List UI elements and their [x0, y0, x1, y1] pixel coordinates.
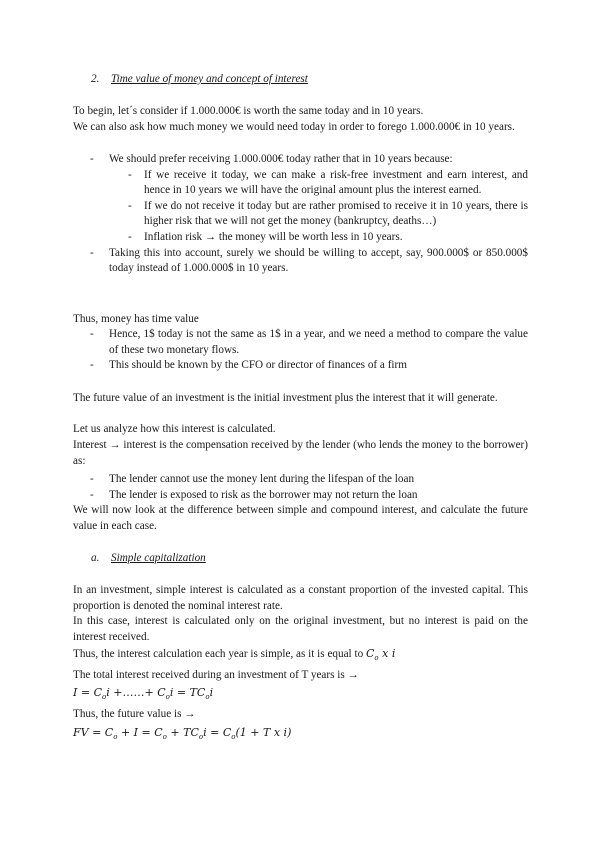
section-title: Simple capitalization — [111, 552, 206, 564]
section-a-heading — [91, 551, 546, 567]
analyze-paragraph: Let us analyze how this interest is calculated. — [73, 423, 276, 435]
compare-paragraph: We will now look at the difference between simple and compound interest, and calculate the future value in each case. — [73, 504, 528, 532]
future-value-paragraph: The future value of an investment is the initial investment plus the interest that it will generate. — [73, 392, 498, 404]
list-item: - The lender is exposed to risk as the borrower may not return the loan — [90, 488, 418, 501]
yearly-interest-formula: $C_o$ x i — [365, 647, 396, 662]
section-title: Time value of money and concept of interest — [111, 73, 308, 85]
time-value-list — [73, 327, 528, 374]
section-2-heading — [91, 72, 546, 88]
list-item: - This should be known by the CFO or director of finances of a firm — [90, 359, 407, 372]
simple-interest-paragraph-3: Thus, the interest calculation each year is simple, as it is equal to $C_o$ x i — [73, 647, 396, 662]
total-interest-paragraph: The total interest received during an investment of T years is → — [73, 669, 359, 681]
intro-paragraph-1: To begin, let´s consider if 1.000.000€ is worth the same today and in 10 years. — [73, 105, 424, 117]
total-interest-formula: $I = C_oi$ +……+ $C_oi = TC_oi$ — [73, 686, 214, 701]
simple-interest-paragraph-2: In this case, interest is calculated only on the original investment, but no interest is paid on the interest received. — [73, 615, 528, 643]
list-item: - The lender cannot use the money lent during the lifespan of the loan — [90, 473, 415, 485]
list-item: - Inflation risk → the money will be worth less in 10 years. — [128, 230, 403, 243]
interest-definition: Interest → interest is the compensation received by the lender (who lends the money to the borrower) as: — [73, 439, 528, 467]
intro-paragraph-2: We can also ask how much money we would need today in order to forego 1.000.000€ in 10 years. — [73, 121, 515, 133]
lender-list — [73, 472, 528, 503]
list-item: - If we do not receive it today but are rather promised to receive it in 10 years, there is higher risk that we will not get the money (bankruptcy, deaths…) — [128, 199, 528, 228]
section-letter: a. — [91, 552, 100, 564]
list-item: - Taking this into account, surely we should be willing to accept, say, 900.000$ or 850.000$ today instead of 1.000.000$ in 10 years. — [90, 246, 528, 275]
list-item: - If we receive it today, we can make a risk-free investment and earn interest, and hence in 10 years we will have the original amount plus the interest earned. — [128, 168, 528, 197]
list-item: - Hence, 1$ today is not the same as 1$ in a year, and we need a method to compare the value of these two monetary flows. — [90, 328, 528, 356]
time-value-paragraph: Thus, money has time value — [73, 313, 199, 325]
future-value-formula: FV = $C_o + I = C_o + TC_oi = C_o(1 + T$ x i) — [73, 726, 292, 741]
list-item: - We should prefer receiving 1.000.000€ today rather that in 10 years because: — [90, 153, 453, 165]
section-number: 2. — [91, 73, 100, 85]
future-value-intro: Thus, the future value is → — [73, 708, 196, 720]
simple-interest-paragraph-1: In an investment, simple interest is calculated as a constant proportion of the invested capital. This proportion is denoted the nominal interest rate. — [73, 584, 528, 612]
reasons-list — [73, 152, 528, 277]
